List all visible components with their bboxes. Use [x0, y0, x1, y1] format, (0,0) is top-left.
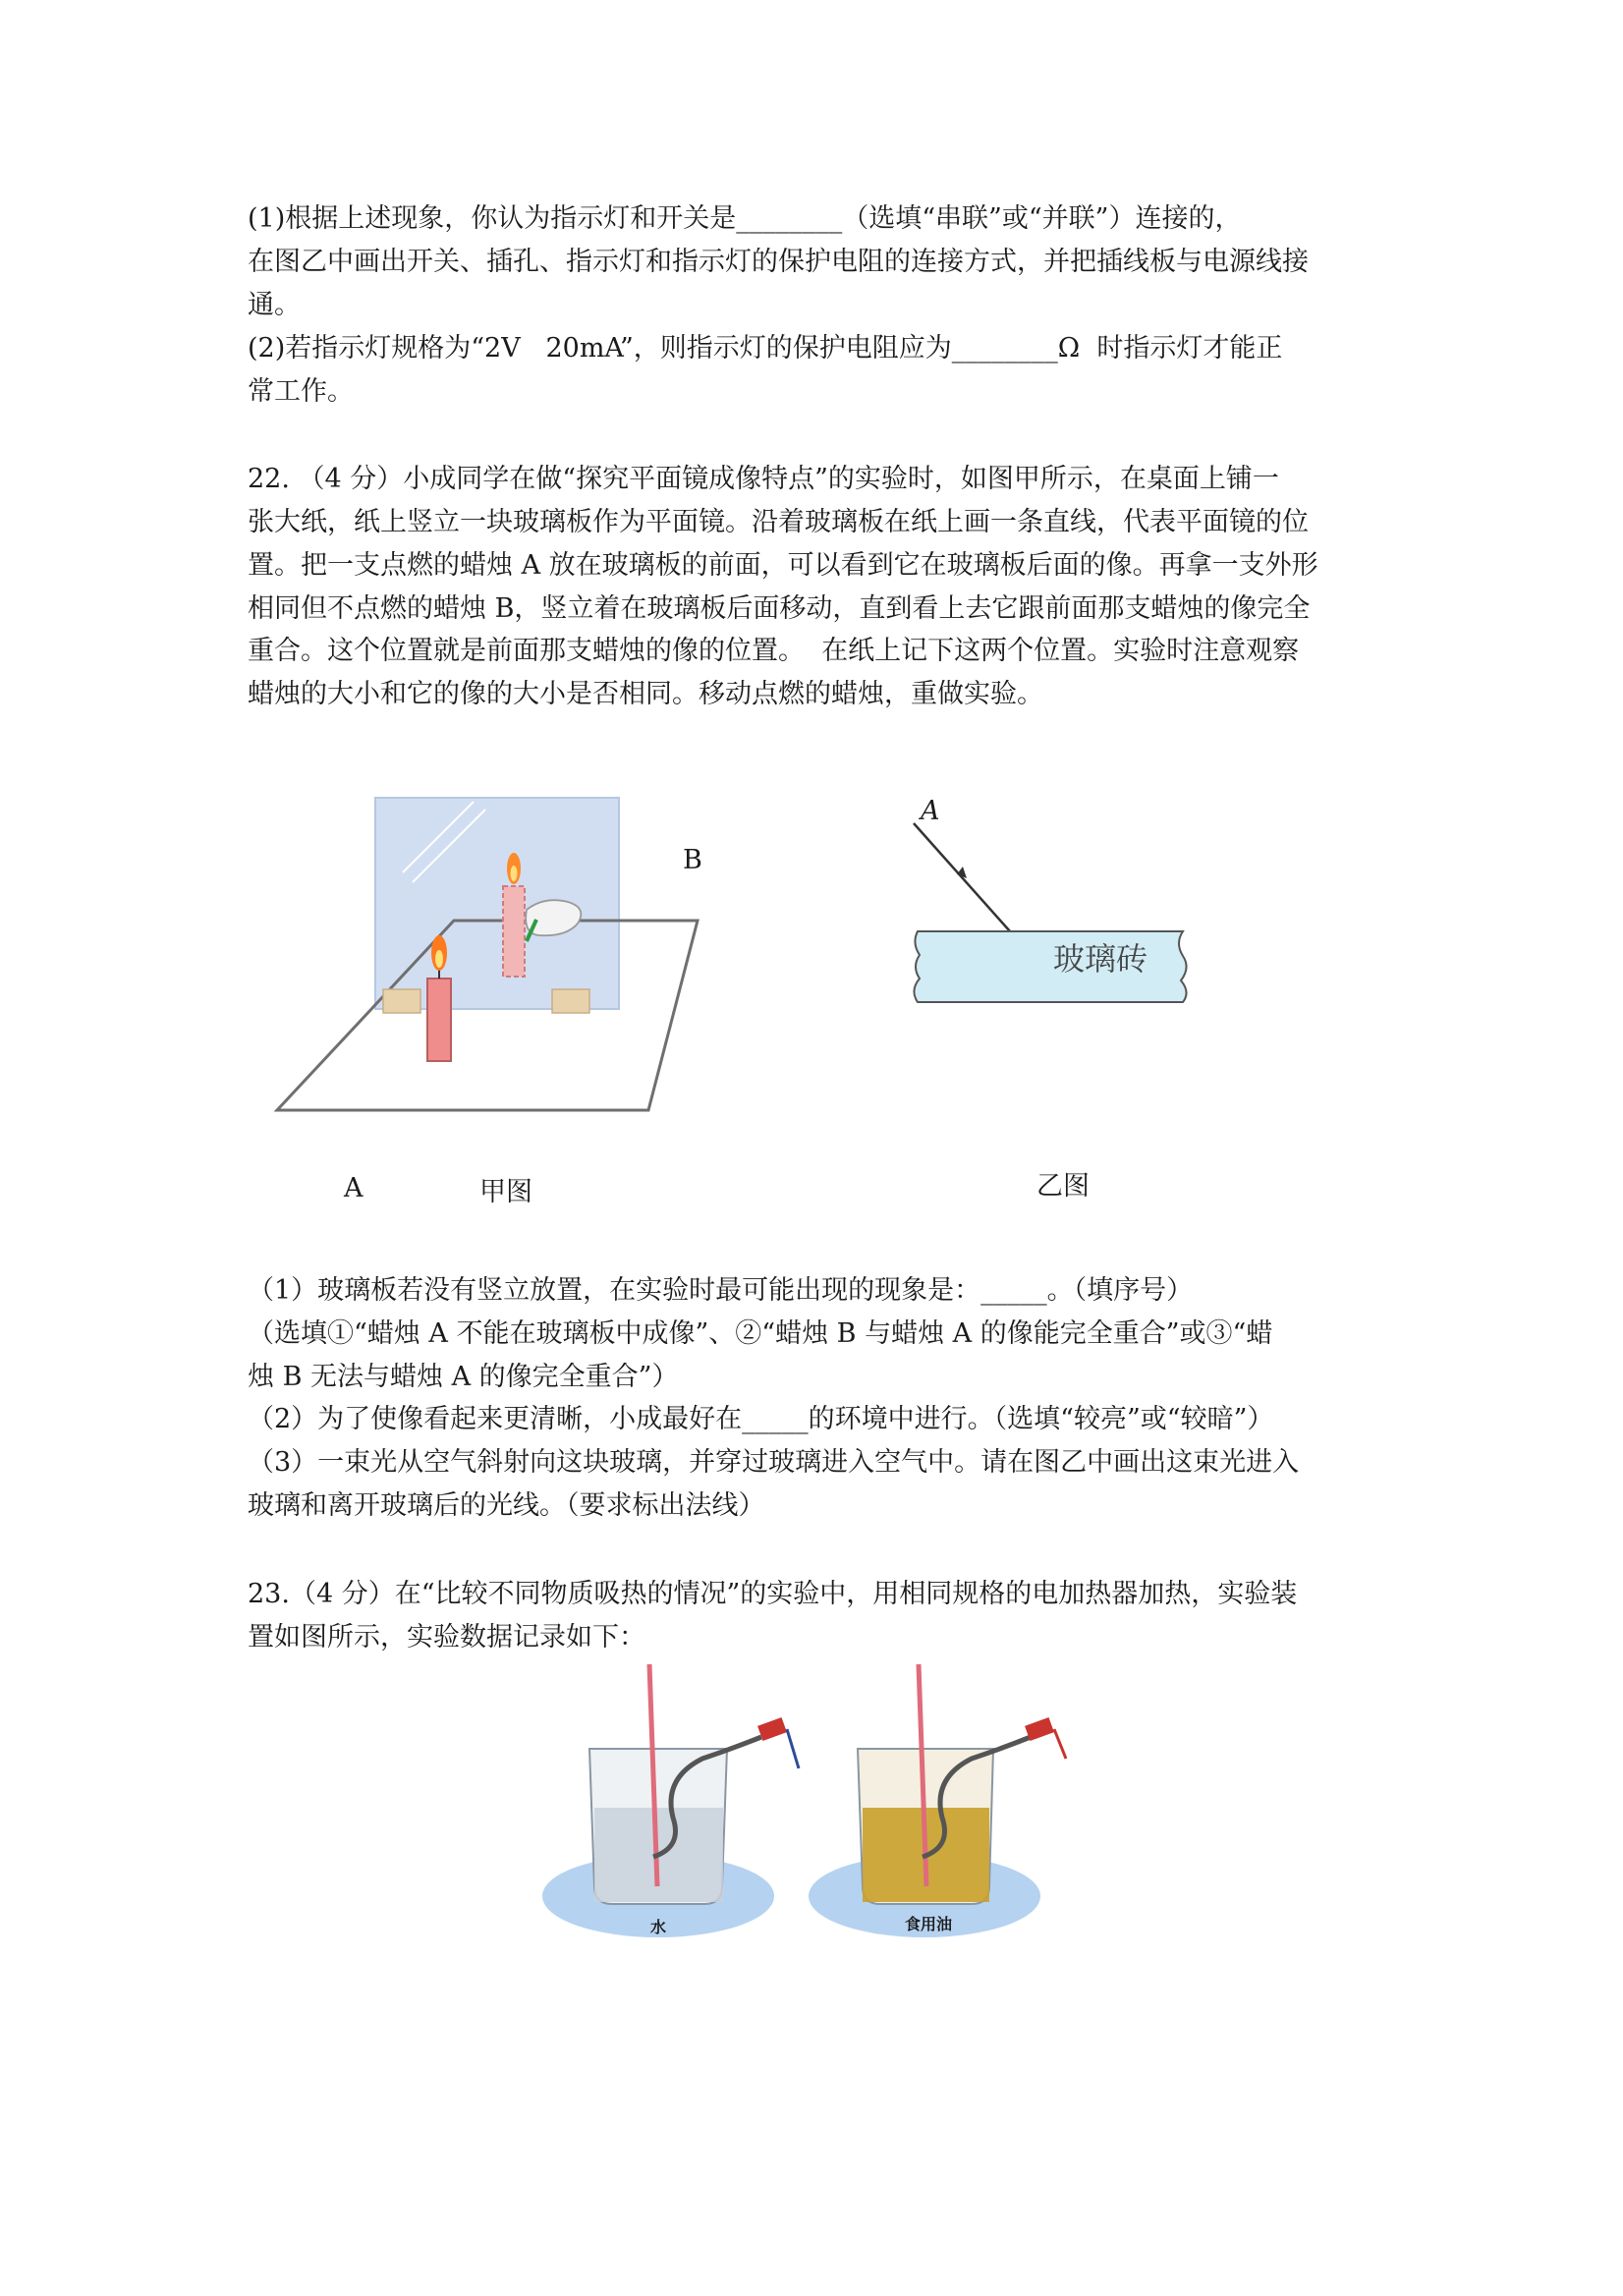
q22-question-3-a: （3）一束光从空气斜射向这块玻璃，并穿过玻璃进入空气中。请在图乙中画出这束光进入: [248, 1447, 1300, 1478]
q21-line-1: (1)根据上述现象，你认为指示灯和开关是________（选填“串联”或“并联”）连接的，: [248, 203, 1242, 234]
q22-question-2: （2）为了使像看起来更清晰，小成最好在_____的环境中进行。（选填“较亮”或“较暗”）: [248, 1404, 1274, 1434]
support-block-left: [383, 989, 420, 1013]
incident-ray: [914, 823, 1010, 931]
candle-b: [503, 886, 525, 977]
q22-intro-line-5: 重合。这个位置就是前面那支蜡烛的像的位置。 在纸上记下这两个位置。实验时注意观察: [248, 636, 1300, 666]
glass-pane: [375, 798, 619, 1009]
beaker-oil-label: 食用油: [905, 1915, 953, 1933]
q22-intro-line-1: 22. （4 分）小成同学在做“探究平面镜成像特点”的实验时，如图甲所示，在桌面上铺一: [248, 464, 1279, 494]
q22-intro-line-4: 相同但不点燃的蜡烛 B，竖立着在玻璃板后面移动，直到看上去它跟前面那支蜡烛的像完全: [248, 593, 1311, 624]
label-ray-a: A: [921, 796, 940, 826]
caption-fig-yi: 乙图: [1036, 1171, 1090, 1202]
q23-intro-line-2: 置如图所示，实验数据记录如下：: [248, 1622, 645, 1652]
label-candle-a: A: [344, 1173, 364, 1204]
q21-line-2: 在图乙中画出开关、插孔、指示灯和指示灯的保护电阻的连接方式，并把插线板与电源线接: [248, 247, 1309, 277]
figure-beakers: [535, 1660, 1105, 1945]
q23-intro-line-1: 23.（4 分）在“比较不同物质吸热的情况”的实验中，用相同规格的电加热器加热，实验装: [248, 1579, 1298, 1609]
q21-line-3: 通。: [248, 290, 301, 320]
q22-intro-line-3: 置。把一支点燃的蜡烛 A 放在玻璃板的前面，可以看到它在玻璃板后面的像。再拿一支外形: [248, 550, 1318, 581]
q22-intro-line-2: 张大纸，纸上竖立一块玻璃板作为平面镜。沿着玻璃板在纸上画一条直线，代表平面镜的位: [248, 507, 1309, 537]
label-candle-b: B: [683, 845, 702, 875]
support-block-right: [552, 989, 589, 1013]
candle-a: [427, 979, 451, 1061]
q22-question-3-b: 玻璃和离开玻璃后的光线。（要求标出法线）: [248, 1490, 765, 1521]
q22-intro-line-6: 蜡烛的大小和它的像的大小是否相同。移动点燃的蜡烛，重做实验。: [248, 679, 1043, 709]
q21-line-5: 常工作。: [248, 376, 354, 407]
beaker-water-label: 水: [650, 1918, 667, 1936]
q21-line-4: (2)若指示灯规格为“2V 20mA”，则指示灯的保护电阻应为________Ω 时指示灯才能正: [248, 333, 1283, 364]
q22-question-1-options-b: 烛 B 无法与蜡烛 A 的像完全重合”）: [248, 1362, 679, 1392]
q22-question-1: （1）玻璃板若没有竖立放置，在实验时最可能出现的现象是：_____。（填序号）: [248, 1275, 1194, 1306]
figure-jia-mirror-setup: [265, 786, 727, 1130]
caption-fig-jia: 甲图: [479, 1177, 532, 1207]
q22-question-1-options-a: （选填①“蜡烛 A 不能在玻璃板中成像”、②“蜡烛 B 与蜡烛 A 的像能完全重合”或③“蜡: [248, 1318, 1273, 1349]
glass-brick-label: 玻璃砖: [1053, 940, 1148, 978]
figure-yi-glass-brick: [904, 796, 1199, 1041]
